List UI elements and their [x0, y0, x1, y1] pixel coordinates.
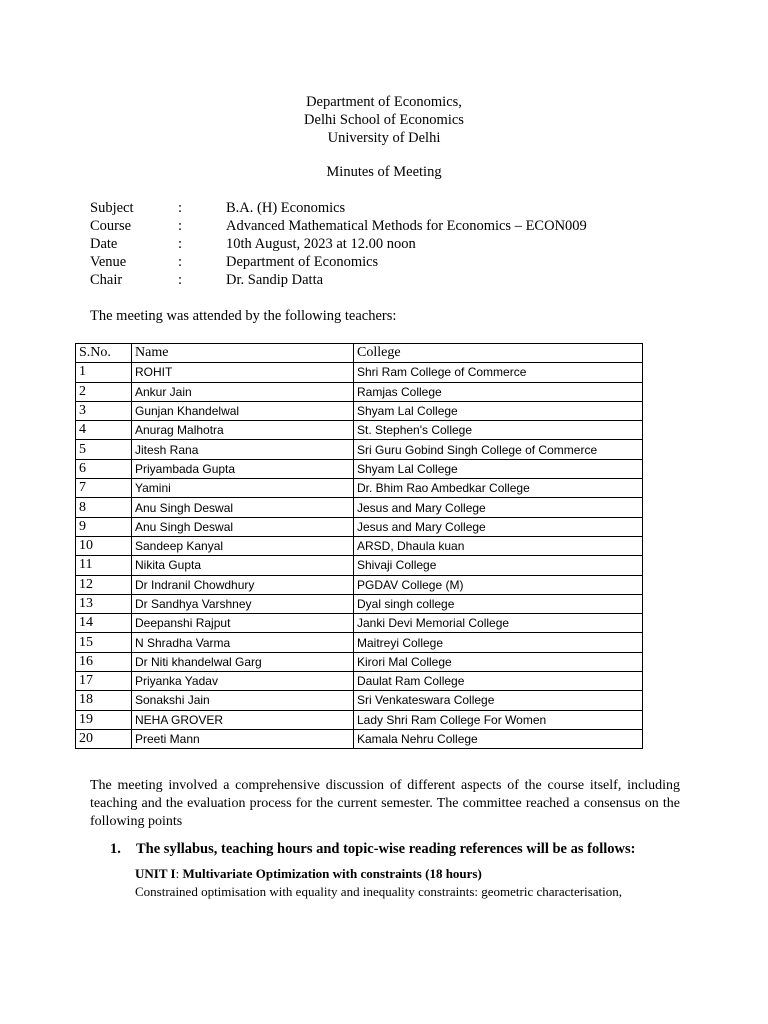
row-name: Sonakshi Jain	[132, 691, 354, 710]
row-college: Lady Shri Ram College For Women	[354, 710, 643, 729]
row-college: Jesus and Mary College	[354, 498, 643, 517]
row-college: Ramjas College	[354, 382, 643, 401]
table-row	[76, 459, 643, 478]
row-name: Priyanka Yadav	[132, 672, 354, 691]
row-sno: 19	[76, 710, 132, 729]
meta-colon: :	[178, 254, 183, 270]
table-row	[76, 729, 643, 748]
row-name: Nikita Gupta	[132, 556, 354, 575]
table-row	[76, 575, 643, 594]
meta-colon: :	[178, 200, 183, 216]
meta-label: Subject	[90, 200, 134, 216]
row-name: Sandeep Kanyal	[132, 536, 354, 555]
meta-value: Advanced Mathematical Methods for Economics – ECON009	[226, 218, 587, 234]
attendance-table	[75, 343, 643, 749]
row-name: Dr Niti khandelwal Garg	[132, 652, 354, 671]
table-row	[76, 401, 643, 420]
row-name: Anu Singh Deswal	[132, 517, 354, 536]
table-row	[76, 421, 643, 440]
table-row	[76, 594, 643, 613]
row-sno: 12	[76, 575, 132, 594]
row-college: Sri Venkateswara College	[354, 691, 643, 710]
school-name: Delhi School of Economics	[304, 112, 464, 128]
row-college: Kirori Mal College	[354, 652, 643, 671]
table-row	[76, 691, 643, 710]
row-sno: 10	[76, 536, 132, 555]
meta-row-chair	[90, 271, 587, 289]
table-header-row	[76, 344, 643, 363]
table-row	[76, 536, 643, 555]
table-body	[76, 363, 643, 749]
meta-label: Chair	[90, 272, 123, 288]
row-sno: 14	[76, 614, 132, 633]
row-sno: 13	[76, 594, 132, 613]
row-name: Anu Singh Deswal	[132, 498, 354, 517]
meta-colon: :	[178, 272, 183, 288]
row-sno: 15	[76, 633, 132, 652]
table-row	[76, 614, 643, 633]
row-college: Janki Devi Memorial College	[354, 614, 643, 633]
meta-value: 10th August, 2023 at 12.00 noon	[226, 236, 416, 252]
row-name: N Shradha Varma	[132, 633, 354, 652]
row-sno: 7	[76, 479, 132, 498]
meta-label: Course	[90, 218, 132, 234]
document-header	[0, 93, 768, 147]
row-college: Dyal singh college	[354, 594, 643, 613]
row-college: St. Stephen's College	[354, 421, 643, 440]
row-college: Shyam Lal College	[354, 459, 643, 478]
row-name: Yamini	[132, 479, 354, 498]
row-sno: 2	[76, 382, 132, 401]
row-sno: 3	[76, 401, 132, 420]
table-row	[76, 672, 643, 691]
point-text: The syllabus, teaching hours and topic-wise reading references will be as follows:	[136, 841, 636, 857]
point-1	[110, 841, 635, 858]
meta-label: Venue	[90, 254, 127, 270]
unit-heading	[135, 866, 482, 882]
row-name: Anurag Malhotra	[132, 421, 354, 440]
table-row	[76, 498, 643, 517]
row-college: Maitreyi College	[354, 633, 643, 652]
row-name: Dr Indranil Chowdhury	[132, 575, 354, 594]
meta-value: Department of Economics	[226, 254, 379, 270]
row-sno: 1	[76, 363, 132, 382]
meta-row-subject	[90, 199, 587, 217]
unit-description: Constrained optimisation with equality and inequality constraints: geometric characterisation,	[135, 884, 623, 899]
row-name: ROHIT	[132, 363, 354, 382]
attendance-intro: The meeting was attended by the following teachers:	[90, 308, 397, 324]
row-college: Jesus and Mary College	[354, 517, 643, 536]
row-college: Shyam Lal College	[354, 401, 643, 420]
meta-value: B.A. (H) Economics	[226, 200, 346, 216]
meta-row-date	[90, 235, 587, 253]
row-college: Daulat Ram College	[354, 672, 643, 691]
row-college: Sri Guru Gobind Singh College of Commerce	[354, 440, 643, 459]
table-row	[76, 556, 643, 575]
row-name: Gunjan Khandelwal	[132, 401, 354, 420]
row-sno: 4	[76, 421, 132, 440]
row-college: Shivaji College	[354, 556, 643, 575]
row-sno: 16	[76, 652, 132, 671]
table-row	[76, 363, 643, 382]
row-name: Jitesh Rana	[132, 440, 354, 459]
row-name: Preeti Mann	[132, 729, 354, 748]
row-name: NEHA GROVER	[132, 710, 354, 729]
table-row	[76, 652, 643, 671]
row-college: Kamala Nehru College	[354, 729, 643, 748]
row-sno: 8	[76, 498, 132, 517]
discussion-paragraph: The meeting involved a comprehensive discussion of different aspects of the course itself, including teaching and the evaluation process for the current semester. The committee reached a consensus on the following points	[90, 778, 680, 829]
header-college: College	[354, 344, 643, 363]
meta-label: Date	[90, 236, 118, 252]
row-name: Priyambada Gupta	[132, 459, 354, 478]
row-college: Dr. Bhim Rao Ambedkar College	[354, 479, 643, 498]
row-sno: 18	[76, 691, 132, 710]
meta-value: Dr. Sandip Datta	[226, 272, 324, 288]
row-college: Shri Ram College of Commerce	[354, 363, 643, 382]
table-row	[76, 633, 643, 652]
meta-row-course	[90, 217, 587, 235]
page-title: Minutes of Meeting	[326, 164, 442, 180]
row-sno: 17	[76, 672, 132, 691]
point-number: 1.	[110, 841, 121, 857]
header-name: Name	[132, 344, 354, 363]
header-sno: S.No.	[76, 344, 132, 363]
unit-sep: :	[175, 866, 183, 881]
row-sno: 11	[76, 556, 132, 575]
row-sno: 6	[76, 459, 132, 478]
unit-label: UNIT I	[135, 866, 176, 881]
table-row	[76, 479, 643, 498]
meta-row-venue	[90, 253, 587, 271]
table-row	[76, 710, 643, 729]
table-row	[76, 440, 643, 459]
table-row	[76, 382, 643, 401]
row-sno: 20	[76, 729, 132, 748]
row-sno: 9	[76, 517, 132, 536]
table-row	[76, 517, 643, 536]
university-name: University of Delhi	[327, 130, 441, 146]
row-college: PGDAV College (M)	[354, 575, 643, 594]
row-sno: 5	[76, 440, 132, 459]
department-name: Department of Economics,	[306, 94, 462, 110]
meta-colon: :	[178, 236, 183, 252]
row-college: ARSD, Dhaula kuan	[354, 536, 643, 555]
meeting-details	[90, 199, 587, 289]
meta-colon: :	[178, 218, 183, 234]
unit-title: Multivariate Optimization with constraints (18 hours)	[182, 866, 482, 881]
row-name: Ankur Jain	[132, 382, 354, 401]
row-name: Dr Sandhya Varshney	[132, 594, 354, 613]
row-name: Deepanshi Rajput	[132, 614, 354, 633]
